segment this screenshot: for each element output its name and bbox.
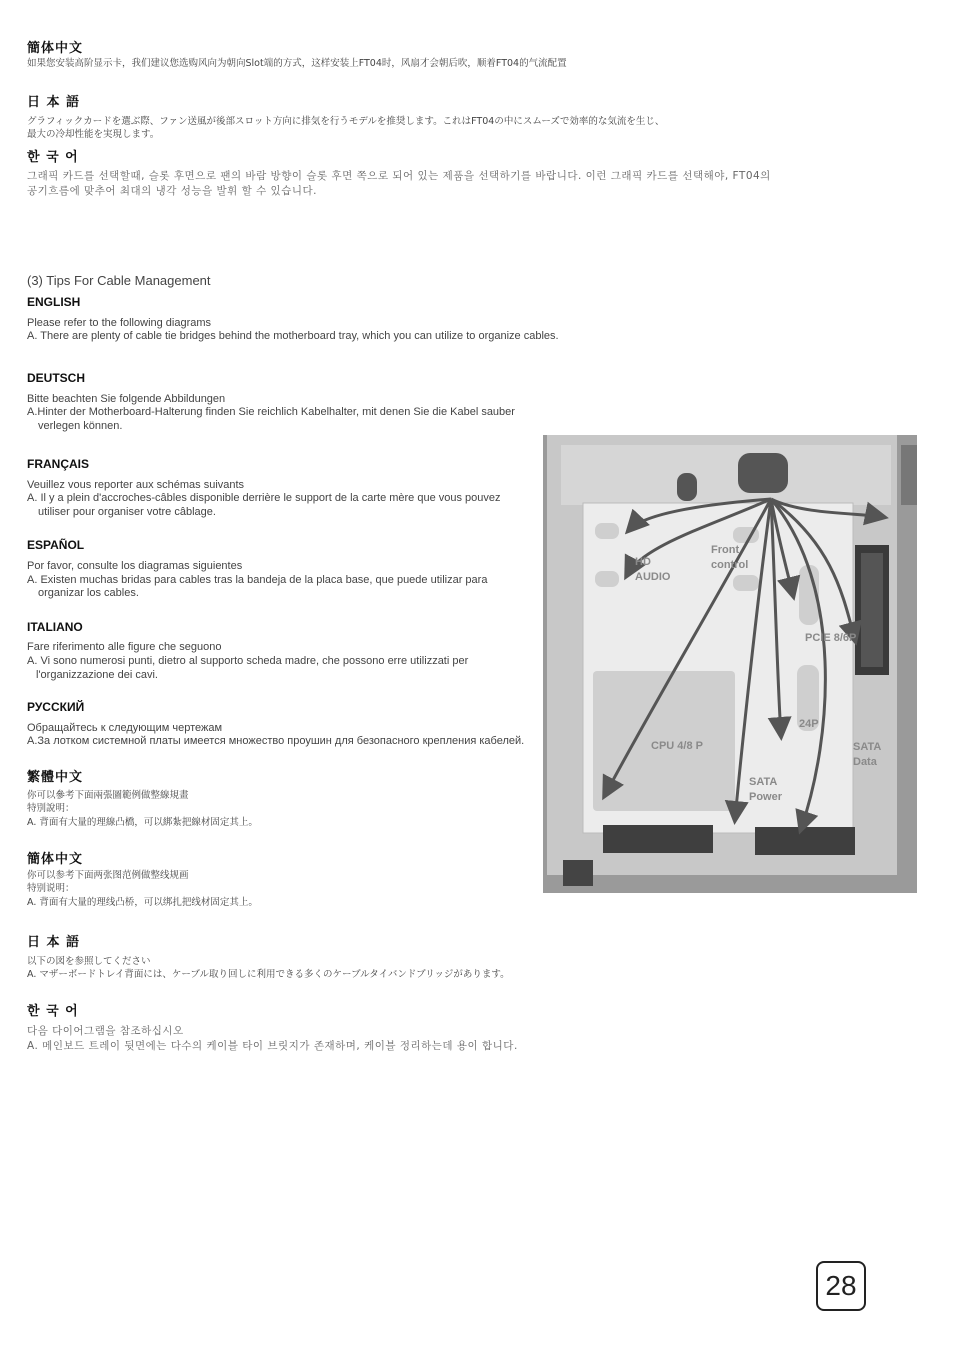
zh-traditional-heading: 繁體中文 — [27, 770, 84, 785]
label-pcie: PCIE 8/6P — [805, 632, 857, 644]
english-line2: A. There are plenty of cable tie bridges behind the motherboard tray, which you can utilize to organize cables. — [27, 330, 559, 342]
zh-simplified2-line2: 特别说明： — [27, 883, 75, 894]
espanol-heading: ESPAÑOL — [27, 538, 85, 552]
label-sata-power-1: SATA — [749, 776, 778, 788]
japanese2-heading: 日 本 語 — [27, 935, 81, 950]
deutsch-heading: DEUTSCH — [27, 371, 86, 385]
japanese-line2: 最大の冷却性能を実現します。 — [27, 129, 160, 140]
grommet-left — [677, 473, 697, 501]
label-cpu: CPU 4/8 P — [651, 740, 703, 752]
zh-traditional-line1: 你可以參考下面兩張圖範例做整線規畫 — [27, 790, 189, 801]
grommet-front-2 — [733, 575, 759, 591]
grommet-hd-1 — [595, 523, 619, 539]
label-audio: AUDIO — [635, 571, 671, 583]
russian-line1: Обращайтесь к следующим чертежам — [27, 722, 223, 734]
drive-bay-left — [603, 825, 713, 853]
zh-traditional-line3: A. 背面有大量的理線凸橋，可以綁紮把線材固定其上。 — [27, 817, 258, 828]
english-heading: ENGLISH — [27, 295, 81, 309]
grommet-hd-2 — [595, 571, 619, 587]
russian-line2: A.За лотком системной платы имеется множество проушин для безопасного крепления кабелей. — [27, 735, 525, 747]
deutsch-line1: Bitte beachten Sie folgende Abbildungen — [27, 393, 226, 405]
francais-line2: A. Il y a plein d'accroches-câbles disponible derrière le support de la carte mère que vous pouvez — [27, 492, 501, 504]
label-24p: 24P — [799, 718, 819, 730]
japanese-line1: グラフィックカードを選ぶ際、ファン送風が後部スロット方向に排気を行うモデルを推奨します。これはFT04の中にスムーズで効率的な気流を生じ、 — [27, 116, 665, 127]
russian-heading: РУССКИЙ — [27, 700, 85, 714]
italiano-line3: l'organizzazione dei cavi. — [36, 669, 158, 681]
deutsch-line2: A.Hinter der Motherboard-Halterung finden Sie reichlich Kabelhalter, mit denen Sie die Kabel sauber — [27, 406, 515, 418]
francais-line1: Veuillez vous reporter aux schémas suivants — [27, 479, 245, 491]
label-sata-power-2: Power — [749, 791, 783, 803]
page-number: 28 — [816, 1261, 866, 1311]
label-sata-data-2: Data — [853, 756, 877, 768]
korean-heading: 한 국 어 — [27, 150, 79, 165]
japanese-heading: 日 本 語 — [27, 95, 81, 110]
francais-line3: utiliser pour organiser votre câblage. — [38, 506, 216, 518]
label-control: control — [711, 559, 749, 571]
cable-management-diagram — [543, 435, 917, 893]
francais-heading: FRANÇAIS — [27, 457, 89, 471]
italiano-line1: Fare riferimento alle figure che seguono — [27, 641, 222, 653]
label-front: Front — [711, 544, 740, 556]
korean-line1: 그래픽 카드를 선택할때, 슬롯 후면으로 팬의 바람 방향이 슬롯 후면 쪽으로 되어 있는 제품을 선택하기를 바랍니다. 이런 그래픽 카드를 선택해야, FT04의 — [27, 170, 771, 182]
case-foot — [563, 860, 593, 886]
label-sata-data-1: SATA — [853, 741, 882, 753]
espanol-line3: organizar los cables. — [38, 587, 139, 599]
zh-simplified-text: 如果您安装高阶显示卡，我们建议您选购风向为朝向Slot端的方式，这样安装上FT04时，风扇才会朝后吹，顺着FT04的气流配置 — [27, 58, 567, 69]
italiano-heading: ITALIANO — [27, 620, 83, 634]
drive-bay-right — [755, 827, 855, 855]
korean2-line1: 다음 다이어그램을 참조하십시오 — [27, 1025, 184, 1037]
espanol-line2: A. Existen muchas bridas para cables tras la bandeja de la placa base, que puede utilizar para — [27, 574, 488, 586]
italiano-line2: A. Vi sono numerosi punti, dietro al supporto scheda madre, che possono erre utilizzati per — [27, 655, 469, 667]
drive-cage-inner — [861, 553, 883, 667]
japanese2-line2: A. マザーボードトレイ背面には、ケーブル取り回しに利用できる多くのケーブルタイバンドブリッジがあります。 — [27, 969, 510, 980]
korean2-heading: 한 국 어 — [27, 1004, 79, 1019]
zh-simplified2-heading: 簡体中文 — [27, 852, 84, 867]
espanol-line1: Por favor, consulte los diagramas siguientes — [27, 560, 243, 572]
zh-traditional-line2: 特別說明： — [27, 803, 75, 814]
deutsch-line3: verlegen können. — [38, 420, 123, 432]
case-top-panel — [561, 445, 891, 505]
zh-simplified2-line3: A. 背面有大量的理线凸桥，可以绑扎把线材固定其上。 — [27, 897, 258, 908]
korean-line2: 공기흐름에 맞추어 최대의 냉각 성능을 발휘 할 수 있습니다. — [27, 185, 317, 197]
top-grommet — [738, 453, 788, 493]
label-hd: HD — [635, 556, 651, 568]
case-side-edge — [901, 445, 917, 505]
section-title: (3) Tips For Cable Management — [27, 273, 211, 288]
zh-simplified-heading: 簡体中文 — [27, 41, 84, 56]
zh-simplified2-line1: 你可以参考下面两张图范例做整线规画 — [27, 870, 189, 881]
japanese2-line1: 以下の図を参照してください — [27, 956, 151, 967]
english-line1: Please refer to the following diagrams — [27, 317, 212, 329]
korean2-line2: A. 메인보드 트레이 뒷면에는 다수의 케이블 타이 브릿지가 존재하며, 케이블 정리하는데 용이 합니다. — [27, 1040, 518, 1052]
